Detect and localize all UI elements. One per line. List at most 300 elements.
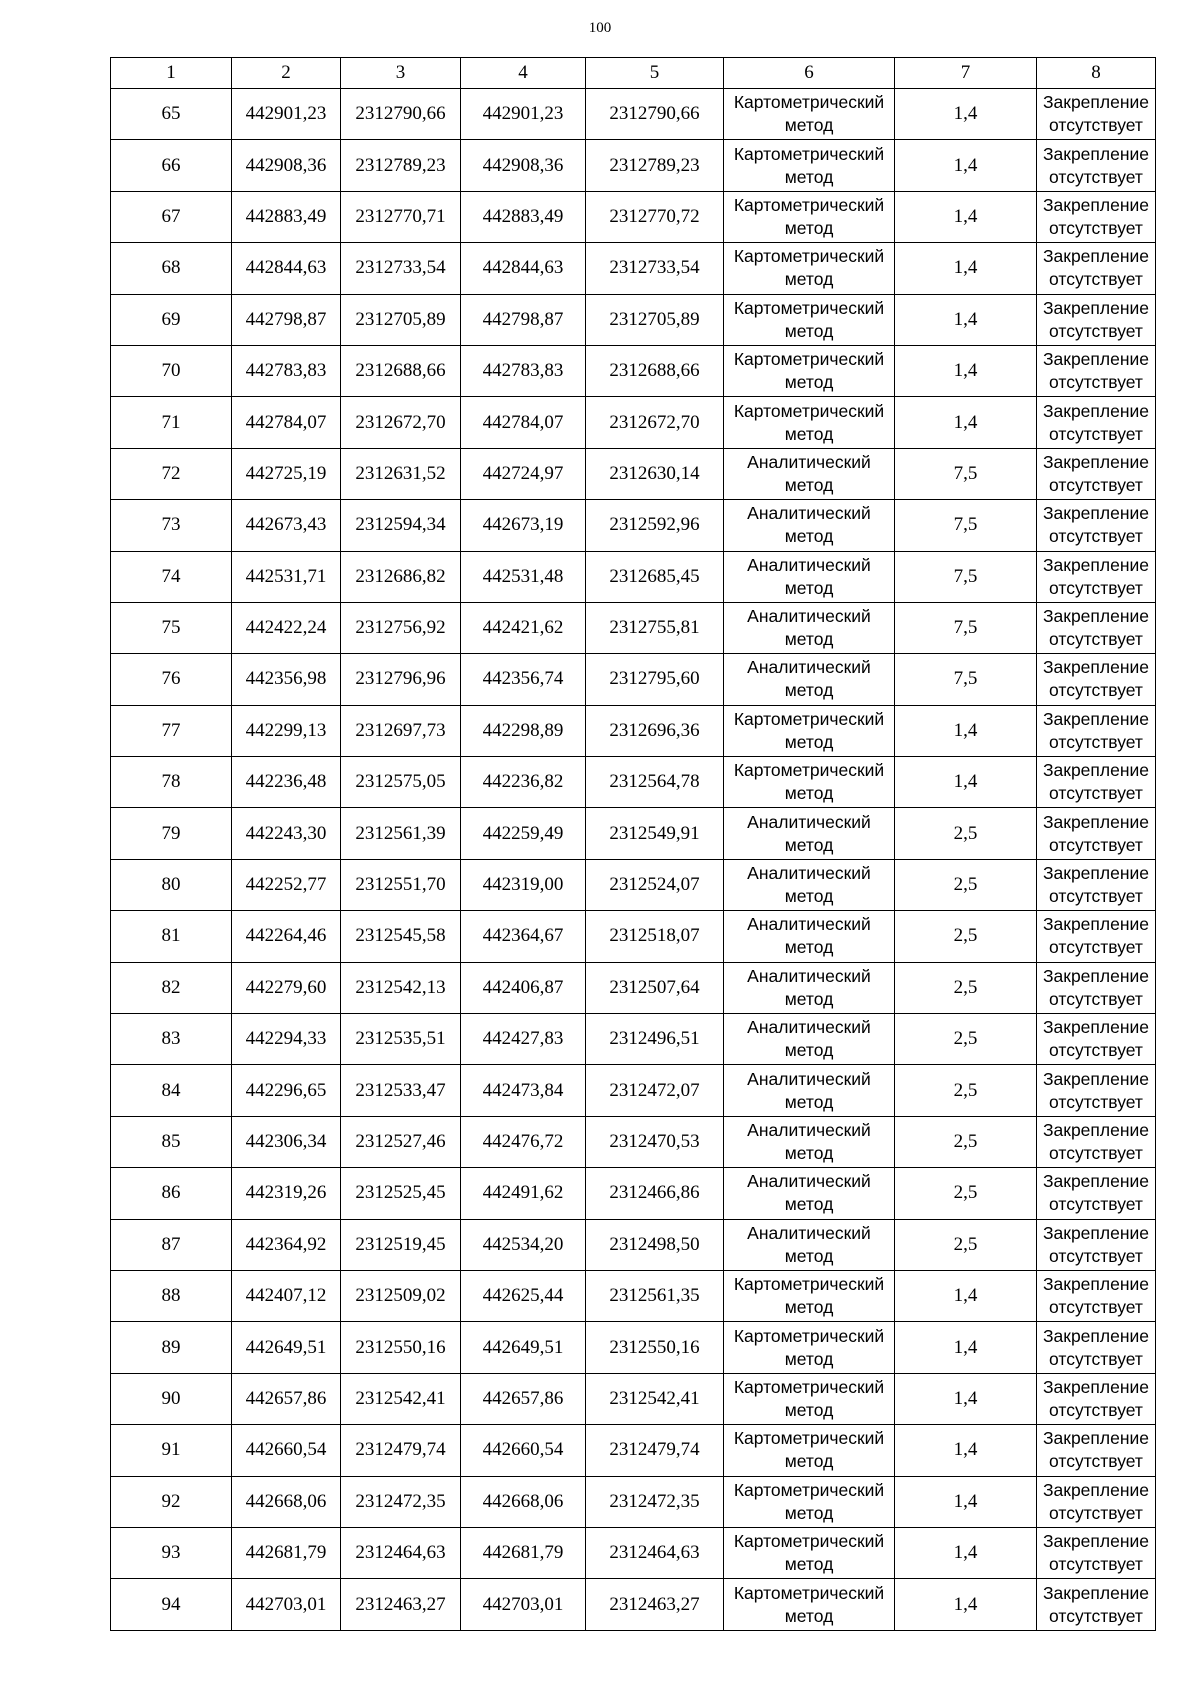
marking-cell xyxy=(1037,191,1156,242)
marking-text: отсутствует xyxy=(1049,629,1143,650)
table-row xyxy=(111,1322,1156,1373)
precision-cell: 1,4 xyxy=(895,345,1037,396)
marking-text: Закрепление xyxy=(1042,606,1150,627)
method-cell xyxy=(724,602,895,653)
x-coordinate-cell: 442798,87 xyxy=(461,294,586,345)
y-coordinate-cell: 2312550,16 xyxy=(341,1322,461,1373)
marking-cell xyxy=(1037,962,1156,1013)
y-coordinate-cell: 2312466,86 xyxy=(586,1168,724,1219)
marking-cell xyxy=(1037,500,1156,551)
marking-text: отсутствует xyxy=(1049,834,1143,855)
marking-text: отсутствует xyxy=(1049,1194,1143,1215)
y-coordinate-cell: 2312551,70 xyxy=(341,859,461,910)
point-number-cell: 68 xyxy=(111,243,232,294)
x-coordinate-cell: 442473,84 xyxy=(461,1065,586,1116)
method-text: метод xyxy=(784,988,834,1009)
marking-text: Закрепление xyxy=(1042,554,1150,575)
marking-cell xyxy=(1037,140,1156,191)
x-coordinate-cell: 442783,83 xyxy=(461,345,586,396)
method-text: Аналитический xyxy=(747,606,871,627)
marking-cell xyxy=(1037,345,1156,396)
x-coordinate-cell: 442406,87 xyxy=(461,962,586,1013)
marking-cell xyxy=(1037,1527,1156,1578)
method-cell xyxy=(724,859,895,910)
point-number-cell: 82 xyxy=(111,962,232,1013)
point-number-cell: 81 xyxy=(111,911,232,962)
y-coordinate-cell: 2312498,50 xyxy=(586,1219,724,1270)
x-coordinate-cell: 442681,79 xyxy=(461,1527,586,1578)
x-coordinate-cell: 442364,92 xyxy=(232,1219,341,1270)
x-coordinate-cell: 442243,30 xyxy=(232,808,341,859)
method-text: метод xyxy=(784,115,834,136)
table-row xyxy=(111,1014,1156,1065)
method-cell xyxy=(724,1476,895,1527)
precision-cell: 2,5 xyxy=(895,1116,1037,1167)
method-text: метод xyxy=(784,372,834,393)
method-text: Картометрический xyxy=(733,143,885,164)
marking-cell xyxy=(1037,1476,1156,1527)
method-text: Аналитический xyxy=(747,914,871,935)
method-text: Картометрический xyxy=(733,760,885,781)
table-row xyxy=(111,243,1156,294)
marking-text: Закрепление xyxy=(1042,1222,1150,1243)
method-text: Аналитический xyxy=(747,1017,871,1038)
y-coordinate-cell: 2312705,89 xyxy=(341,294,461,345)
y-coordinate-cell: 2312756,92 xyxy=(341,602,461,653)
marking-text: отсутствует xyxy=(1049,577,1143,598)
x-coordinate-cell: 442422,24 xyxy=(232,602,341,653)
method-cell xyxy=(724,962,895,1013)
precision-cell: 1,4 xyxy=(895,1476,1037,1527)
method-text: Картометрический xyxy=(733,400,885,421)
precision-cell: 2,5 xyxy=(895,808,1037,859)
marking-text: отсутствует xyxy=(1049,1091,1143,1112)
table-row xyxy=(111,551,1156,602)
table-row xyxy=(111,705,1156,756)
table-row xyxy=(111,962,1156,1013)
marking-text: отсутствует xyxy=(1049,988,1143,1009)
method-cell xyxy=(724,448,895,499)
method-text: метод xyxy=(784,423,834,444)
precision-cell: 7,5 xyxy=(895,602,1037,653)
x-coordinate-cell: 442673,19 xyxy=(461,500,586,551)
point-number-cell: 86 xyxy=(111,1168,232,1219)
point-number-cell: 94 xyxy=(111,1579,232,1630)
table-row xyxy=(111,859,1156,910)
marking-cell xyxy=(1037,1373,1156,1424)
marking-cell xyxy=(1037,243,1156,294)
point-number-cell: 89 xyxy=(111,1322,232,1373)
x-coordinate-cell: 442649,51 xyxy=(461,1322,586,1373)
precision-cell: 1,4 xyxy=(895,1322,1037,1373)
y-coordinate-cell: 2312630,14 xyxy=(586,448,724,499)
method-text: Картометрический xyxy=(733,1479,885,1500)
precision-cell: 2,5 xyxy=(895,1065,1037,1116)
x-coordinate-cell: 442298,89 xyxy=(461,705,586,756)
marking-text: отсутствует xyxy=(1049,269,1143,290)
table-row xyxy=(111,1065,1156,1116)
precision-cell: 1,4 xyxy=(895,140,1037,191)
x-coordinate-cell: 442625,44 xyxy=(461,1270,586,1321)
y-coordinate-cell: 2312464,63 xyxy=(586,1527,724,1578)
marking-text: Закрепление xyxy=(1042,708,1150,729)
method-cell xyxy=(724,911,895,962)
marking-text: Закрепление xyxy=(1042,1479,1150,1500)
y-coordinate-cell: 2312755,81 xyxy=(586,602,724,653)
y-coordinate-cell: 2312672,70 xyxy=(341,397,461,448)
marking-cell xyxy=(1037,1219,1156,1270)
x-coordinate-cell: 442491,62 xyxy=(461,1168,586,1219)
x-coordinate-cell: 442294,33 xyxy=(232,1014,341,1065)
point-number-cell: 66 xyxy=(111,140,232,191)
marking-cell xyxy=(1037,89,1156,140)
marking-cell xyxy=(1037,911,1156,962)
method-text: метод xyxy=(784,1040,834,1061)
table-row xyxy=(111,500,1156,551)
marking-cell xyxy=(1037,294,1156,345)
y-coordinate-cell: 2312463,27 xyxy=(341,1579,461,1630)
table-row xyxy=(111,397,1156,448)
marking-text: Закрепление xyxy=(1042,965,1150,986)
method-text: Картометрический xyxy=(733,1428,885,1449)
x-coordinate-cell: 442236,82 xyxy=(461,757,586,808)
x-coordinate-cell: 442296,65 xyxy=(232,1065,341,1116)
method-text: метод xyxy=(784,886,834,907)
y-coordinate-cell: 2312463,27 xyxy=(586,1579,724,1630)
x-coordinate-cell: 442279,60 xyxy=(232,962,341,1013)
point-number-cell: 90 xyxy=(111,1373,232,1424)
table-row xyxy=(111,808,1156,859)
method-cell xyxy=(724,808,895,859)
x-coordinate-cell: 442725,19 xyxy=(232,448,341,499)
precision-cell: 2,5 xyxy=(895,859,1037,910)
table-row xyxy=(111,294,1156,345)
y-coordinate-cell: 2312535,51 xyxy=(341,1014,461,1065)
y-coordinate-cell: 2312479,74 xyxy=(586,1425,724,1476)
method-cell xyxy=(724,500,895,551)
point-number-cell: 74 xyxy=(111,551,232,602)
point-number-cell: 78 xyxy=(111,757,232,808)
y-coordinate-cell: 2312533,47 xyxy=(341,1065,461,1116)
point-number-cell: 72 xyxy=(111,448,232,499)
marking-cell xyxy=(1037,757,1156,808)
marking-cell xyxy=(1037,1168,1156,1219)
method-text: метод xyxy=(784,1451,834,1472)
point-number-cell: 67 xyxy=(111,191,232,242)
method-text: метод xyxy=(784,937,834,958)
marking-text: Закрепление xyxy=(1042,400,1150,421)
marking-cell xyxy=(1037,654,1156,705)
point-number-cell: 65 xyxy=(111,89,232,140)
method-text: Картометрический xyxy=(733,246,885,267)
table-row xyxy=(111,191,1156,242)
marking-text: Закрепление xyxy=(1042,1068,1150,1089)
method-cell xyxy=(724,1014,895,1065)
marking-text: Закрепление xyxy=(1042,1120,1150,1140)
marking-text: отсутствует xyxy=(1049,320,1143,341)
x-coordinate-cell: 442306,34 xyxy=(232,1116,341,1167)
x-coordinate-cell: 442724,97 xyxy=(461,448,586,499)
x-coordinate-cell: 442844,63 xyxy=(461,243,586,294)
x-coordinate-cell: 442703,01 xyxy=(461,1579,586,1630)
y-coordinate-cell: 2312549,91 xyxy=(586,808,724,859)
method-text: Аналитический xyxy=(747,1068,871,1089)
method-text: Аналитический xyxy=(747,554,871,575)
method-cell xyxy=(724,757,895,808)
marking-text: отсутствует xyxy=(1049,526,1143,547)
method-text: метод xyxy=(784,1554,834,1575)
y-coordinate-cell: 2312733,54 xyxy=(341,243,461,294)
y-coordinate-cell: 2312592,96 xyxy=(586,500,724,551)
precision-cell: 1,4 xyxy=(895,89,1037,140)
x-coordinate-cell: 442356,74 xyxy=(461,654,586,705)
marking-text: Закрепление xyxy=(1042,1325,1150,1346)
marking-cell xyxy=(1037,1014,1156,1065)
y-coordinate-cell: 2312705,89 xyxy=(586,294,724,345)
x-coordinate-cell: 442299,13 xyxy=(232,705,341,756)
point-number-cell: 79 xyxy=(111,808,232,859)
x-coordinate-cell: 442649,51 xyxy=(232,1322,341,1373)
marking-text: отсутствует xyxy=(1049,937,1143,958)
y-coordinate-cell: 2312507,64 xyxy=(586,962,724,1013)
point-number-cell: 85 xyxy=(111,1116,232,1167)
marking-text: отсутствует xyxy=(1049,886,1143,907)
point-number-cell: 93 xyxy=(111,1527,232,1578)
method-text: метод xyxy=(784,269,834,290)
table-row xyxy=(111,89,1156,140)
table-row xyxy=(111,140,1156,191)
method-text: Аналитический xyxy=(747,965,871,986)
method-text: метод xyxy=(784,1399,834,1420)
method-text: метод xyxy=(784,1605,834,1626)
method-text: Картометрический xyxy=(733,1376,885,1397)
method-cell xyxy=(724,1579,895,1630)
method-text: метод xyxy=(784,1143,834,1163)
x-coordinate-cell: 442319,26 xyxy=(232,1168,341,1219)
marking-text: Закрепление xyxy=(1042,1582,1150,1603)
marking-text: отсутствует xyxy=(1049,115,1143,136)
marking-text: Закрепление xyxy=(1042,1017,1150,1038)
marking-text: отсутствует xyxy=(1049,474,1143,495)
table-row xyxy=(111,1219,1156,1270)
precision-cell: 1,4 xyxy=(895,1373,1037,1424)
marking-text: отсутствует xyxy=(1049,1451,1143,1472)
x-coordinate-cell: 442657,86 xyxy=(461,1373,586,1424)
table-row xyxy=(111,448,1156,499)
method-cell xyxy=(724,1116,895,1167)
method-text: метод xyxy=(784,1297,834,1318)
point-number-cell: 76 xyxy=(111,654,232,705)
y-coordinate-cell: 2312770,72 xyxy=(586,191,724,242)
y-coordinate-cell: 2312790,66 xyxy=(341,89,461,140)
y-coordinate-cell: 2312790,66 xyxy=(586,89,724,140)
marking-cell xyxy=(1037,1579,1156,1630)
y-coordinate-cell: 2312519,45 xyxy=(341,1219,461,1270)
precision-cell: 1,4 xyxy=(895,397,1037,448)
y-coordinate-cell: 2312550,16 xyxy=(586,1322,724,1373)
y-coordinate-cell: 2312688,66 xyxy=(341,345,461,396)
precision-cell: 1,4 xyxy=(895,757,1037,808)
method-text: метод xyxy=(784,731,834,752)
method-cell xyxy=(724,1219,895,1270)
method-cell xyxy=(724,1527,895,1578)
marking-cell xyxy=(1037,1116,1156,1167)
method-text: метод xyxy=(784,1091,834,1112)
marking-cell xyxy=(1037,1270,1156,1321)
page-number: 100 xyxy=(588,20,612,36)
y-coordinate-cell: 2312688,66 xyxy=(586,345,724,396)
x-coordinate-cell: 442784,07 xyxy=(232,397,341,448)
column-header: 1 xyxy=(111,58,232,89)
y-coordinate-cell: 2312733,54 xyxy=(586,243,724,294)
marking-cell xyxy=(1037,1065,1156,1116)
method-text: Аналитический xyxy=(747,451,871,472)
marking-text: отсутствует xyxy=(1049,1348,1143,1369)
method-text: метод xyxy=(784,1245,834,1266)
y-coordinate-cell: 2312789,23 xyxy=(586,140,724,191)
point-number-cell: 77 xyxy=(111,705,232,756)
point-number-cell: 84 xyxy=(111,1065,232,1116)
method-cell xyxy=(724,654,895,705)
precision-cell: 1,4 xyxy=(895,191,1037,242)
header-row xyxy=(111,58,1156,89)
y-coordinate-cell: 2312479,74 xyxy=(341,1425,461,1476)
method-cell xyxy=(724,1270,895,1321)
precision-cell: 1,4 xyxy=(895,1425,1037,1476)
y-coordinate-cell: 2312509,02 xyxy=(341,1270,461,1321)
method-cell xyxy=(724,294,895,345)
y-coordinate-cell: 2312496,51 xyxy=(586,1014,724,1065)
x-coordinate-cell: 442844,63 xyxy=(232,243,341,294)
method-text: Картометрический xyxy=(733,1325,885,1346)
marking-text: отсутствует xyxy=(1049,1502,1143,1523)
marking-text: Закрепление xyxy=(1042,143,1150,164)
marking-text: Закрепление xyxy=(1042,194,1150,215)
method-text: Картометрический xyxy=(733,1531,885,1552)
table-row xyxy=(111,1373,1156,1424)
marking-text: Закрепление xyxy=(1042,1274,1150,1295)
x-coordinate-cell: 442901,23 xyxy=(232,89,341,140)
marking-cell xyxy=(1037,602,1156,653)
marking-cell xyxy=(1037,859,1156,910)
table-row xyxy=(111,1168,1156,1219)
y-coordinate-cell: 2312795,60 xyxy=(586,654,724,705)
x-coordinate-cell: 442703,01 xyxy=(232,1579,341,1630)
method-text: метод xyxy=(784,1348,834,1369)
method-text: Картометрический xyxy=(733,92,885,113)
precision-cell: 7,5 xyxy=(895,654,1037,705)
marking-cell xyxy=(1037,551,1156,602)
marking-text: Закрепление xyxy=(1042,246,1150,267)
precision-cell: 1,4 xyxy=(895,294,1037,345)
precision-cell: 2,5 xyxy=(895,1168,1037,1219)
x-coordinate-cell: 442668,06 xyxy=(232,1476,341,1527)
method-cell xyxy=(724,243,895,294)
marking-text: отсутствует xyxy=(1049,783,1143,804)
marking-text: Закрепление xyxy=(1042,657,1150,678)
y-coordinate-cell: 2312542,13 xyxy=(341,962,461,1013)
marking-cell xyxy=(1037,1425,1156,1476)
marking-text: отсутствует xyxy=(1049,423,1143,444)
column-header: 3 xyxy=(341,58,461,89)
method-text: Картометрический xyxy=(733,297,885,318)
method-text: Аналитический xyxy=(747,1171,871,1192)
method-cell xyxy=(724,551,895,602)
y-coordinate-cell: 2312561,39 xyxy=(341,808,461,859)
marking-cell xyxy=(1037,705,1156,756)
y-coordinate-cell: 2312575,05 xyxy=(341,757,461,808)
y-coordinate-cell: 2312685,45 xyxy=(586,551,724,602)
method-text: метод xyxy=(784,166,834,187)
point-number-cell: 75 xyxy=(111,602,232,653)
method-cell xyxy=(724,345,895,396)
y-coordinate-cell: 2312470,53 xyxy=(586,1116,724,1167)
x-coordinate-cell: 442673,43 xyxy=(232,500,341,551)
precision-cell: 2,5 xyxy=(895,1219,1037,1270)
marking-cell xyxy=(1037,448,1156,499)
x-coordinate-cell: 442407,12 xyxy=(232,1270,341,1321)
table-row xyxy=(111,1527,1156,1578)
x-coordinate-cell: 442259,49 xyxy=(461,808,586,859)
y-coordinate-cell: 2312472,07 xyxy=(586,1065,724,1116)
x-coordinate-cell: 442531,71 xyxy=(232,551,341,602)
marking-text: Закрепление xyxy=(1042,92,1150,113)
x-coordinate-cell: 442883,49 xyxy=(232,191,341,242)
method-text: метод xyxy=(784,1194,834,1215)
precision-cell: 2,5 xyxy=(895,1014,1037,1065)
table-row xyxy=(111,654,1156,705)
method-cell xyxy=(724,89,895,140)
y-coordinate-cell: 2312527,46 xyxy=(341,1116,461,1167)
method-text: метод xyxy=(784,1502,834,1523)
precision-cell: 1,4 xyxy=(895,243,1037,294)
x-coordinate-cell: 442531,48 xyxy=(461,551,586,602)
y-coordinate-cell: 2312525,45 xyxy=(341,1168,461,1219)
marking-text: отсутствует xyxy=(1049,166,1143,187)
column-header: 6 xyxy=(724,58,895,89)
marking-text: Закрепление xyxy=(1042,914,1150,935)
x-coordinate-cell: 442534,20 xyxy=(461,1219,586,1270)
y-coordinate-cell: 2312524,07 xyxy=(586,859,724,910)
method-text: Аналитический xyxy=(747,811,871,832)
point-number-cell: 87 xyxy=(111,1219,232,1270)
y-coordinate-cell: 2312594,34 xyxy=(341,500,461,551)
x-coordinate-cell: 442364,67 xyxy=(461,911,586,962)
marking-text: Закрепление xyxy=(1042,297,1150,318)
marking-text: Закрепление xyxy=(1042,451,1150,472)
method-text: метод xyxy=(784,526,834,547)
precision-cell: 2,5 xyxy=(895,962,1037,1013)
x-coordinate-cell: 442427,83 xyxy=(461,1014,586,1065)
x-coordinate-cell: 442908,36 xyxy=(461,140,586,191)
marking-text: отсутствует xyxy=(1049,217,1143,238)
precision-cell: 1,4 xyxy=(895,1579,1037,1630)
precision-cell: 2,5 xyxy=(895,911,1037,962)
x-coordinate-cell: 442908,36 xyxy=(232,140,341,191)
method-cell xyxy=(724,191,895,242)
x-coordinate-cell: 442784,07 xyxy=(461,397,586,448)
point-number-cell: 88 xyxy=(111,1270,232,1321)
column-header: 2 xyxy=(232,58,341,89)
marking-text: отсутствует xyxy=(1049,1143,1143,1163)
y-coordinate-cell: 2312542,41 xyxy=(586,1373,724,1424)
point-number-cell: 92 xyxy=(111,1476,232,1527)
y-coordinate-cell: 2312696,36 xyxy=(586,705,724,756)
method-cell xyxy=(724,1322,895,1373)
table-body xyxy=(111,89,1156,1631)
marking-text: отсутствует xyxy=(1049,1297,1143,1318)
method-text: Картометрический xyxy=(733,708,885,729)
